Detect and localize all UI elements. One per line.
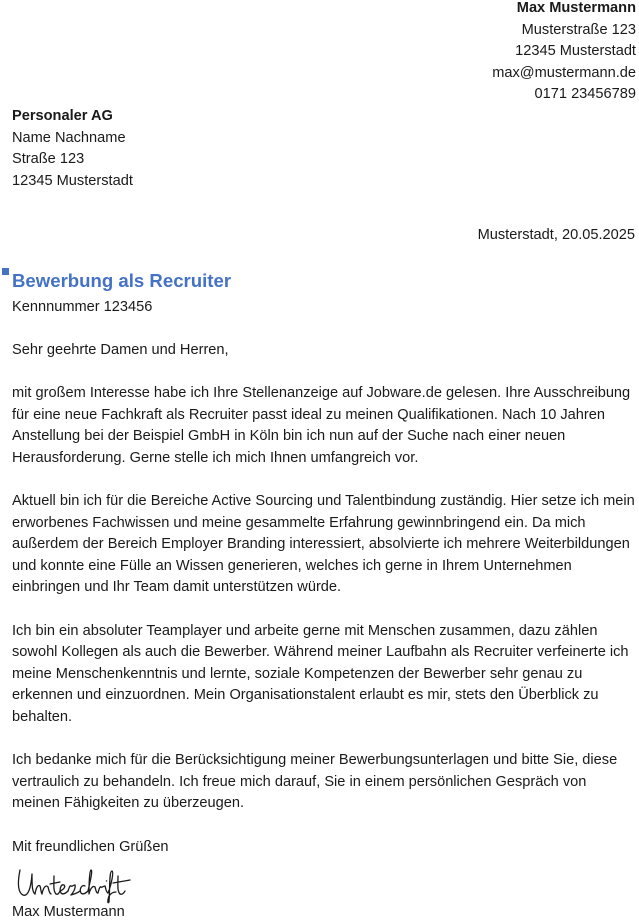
recipient-city: 12345 Musterstadt <box>12 172 133 189</box>
recipient-contact: Name Nachname <box>12 129 126 146</box>
body-paragraph: mit großem Interesse habe ich Ihre Stellenanzeige auf Jobware.de gelesen. Ihre Ausschreibung für eine neue Fachkraft als Recruiter passt ideal zu meinen Qualifikationen. Nach 10 Jahren Anstellung bei der Beispiel GmbH in Köln bin ich nun auf der Suche nach einer neuen Herausforderung. Gerne stelle ich mich Ihnen umfangreich vor. <box>12 385 631 466</box>
sender-phone: 0171 23456789 <box>534 86 636 103</box>
heading-marker-icon <box>2 268 9 275</box>
signer-name: Max Mustermann <box>12 904 125 920</box>
letter-subject: Bewerbung als Recruiter <box>12 270 232 291</box>
reference-number: Kennnummer 123456 <box>12 299 153 315</box>
handwritten-signature <box>14 862 138 904</box>
body-paragraph: Ich bedanke mich für die Berücksichtigung meiner Bewerbungsunterlagen und bitte Sie, diese vertraulich zu behandeln. Ich freue mich darauf, Sie in einem persönlichen Gespräch von meinen Fähigkeiten zu überzeugen. <box>12 752 618 812</box>
sender-street: Musterstraße 123 <box>521 21 636 38</box>
sender-email: max@mustermann.de <box>492 64 636 81</box>
recipient-address-block <box>12 106 133 192</box>
sender-city: 12345 Musterstadt <box>515 43 636 60</box>
salutation: Sehr geehrte Damen und Herren, <box>12 342 229 358</box>
closing-phrase: Mit freundlichen Grüßen <box>12 839 169 855</box>
body-paragraph: Ich bin ein absoluter Teamplayer und arbeite gerne mit Menschen zusammen, dazu zählen sowohl Kollegen als auch die Bewerber. Während meiner Laufbahn als Recruiter verfeinerte ich meine Menschenkenntnis und lernte, soziale Kompetenzen der Bewerber sehr genau zu erkennen und einzuordnen. Mein Organisationstalent erlaubt es mir, stets den Überblick zu behalten. <box>12 622 629 725</box>
recipient-street: Straße 123 <box>12 151 85 168</box>
letter-body <box>12 383 638 815</box>
recipient-company: Personaler AG <box>12 108 113 124</box>
body-paragraph: Aktuell bin ich für die Bereiche Active Sourcing und Talentbindung zuständig. Hier setze ich mein erworbenes Fachwissen und meine gesammelte Erfahrung gewinnbringend ein. Da mich außerdem der Bereich Employer Branding interessiert, absolvierte ich mehrere Weiterbildungen und konnte eine Fülle an Wissen generieren, welches ich gerne in Ihrem Unternehmen einbringen und Ihr Team damit unterstützen würde. <box>12 492 635 596</box>
letter-date: Musterstadt, 20.05.2025 <box>477 227 635 243</box>
sender-address-block <box>492 0 636 106</box>
sender-name: Max Mustermann <box>516 0 636 16</box>
